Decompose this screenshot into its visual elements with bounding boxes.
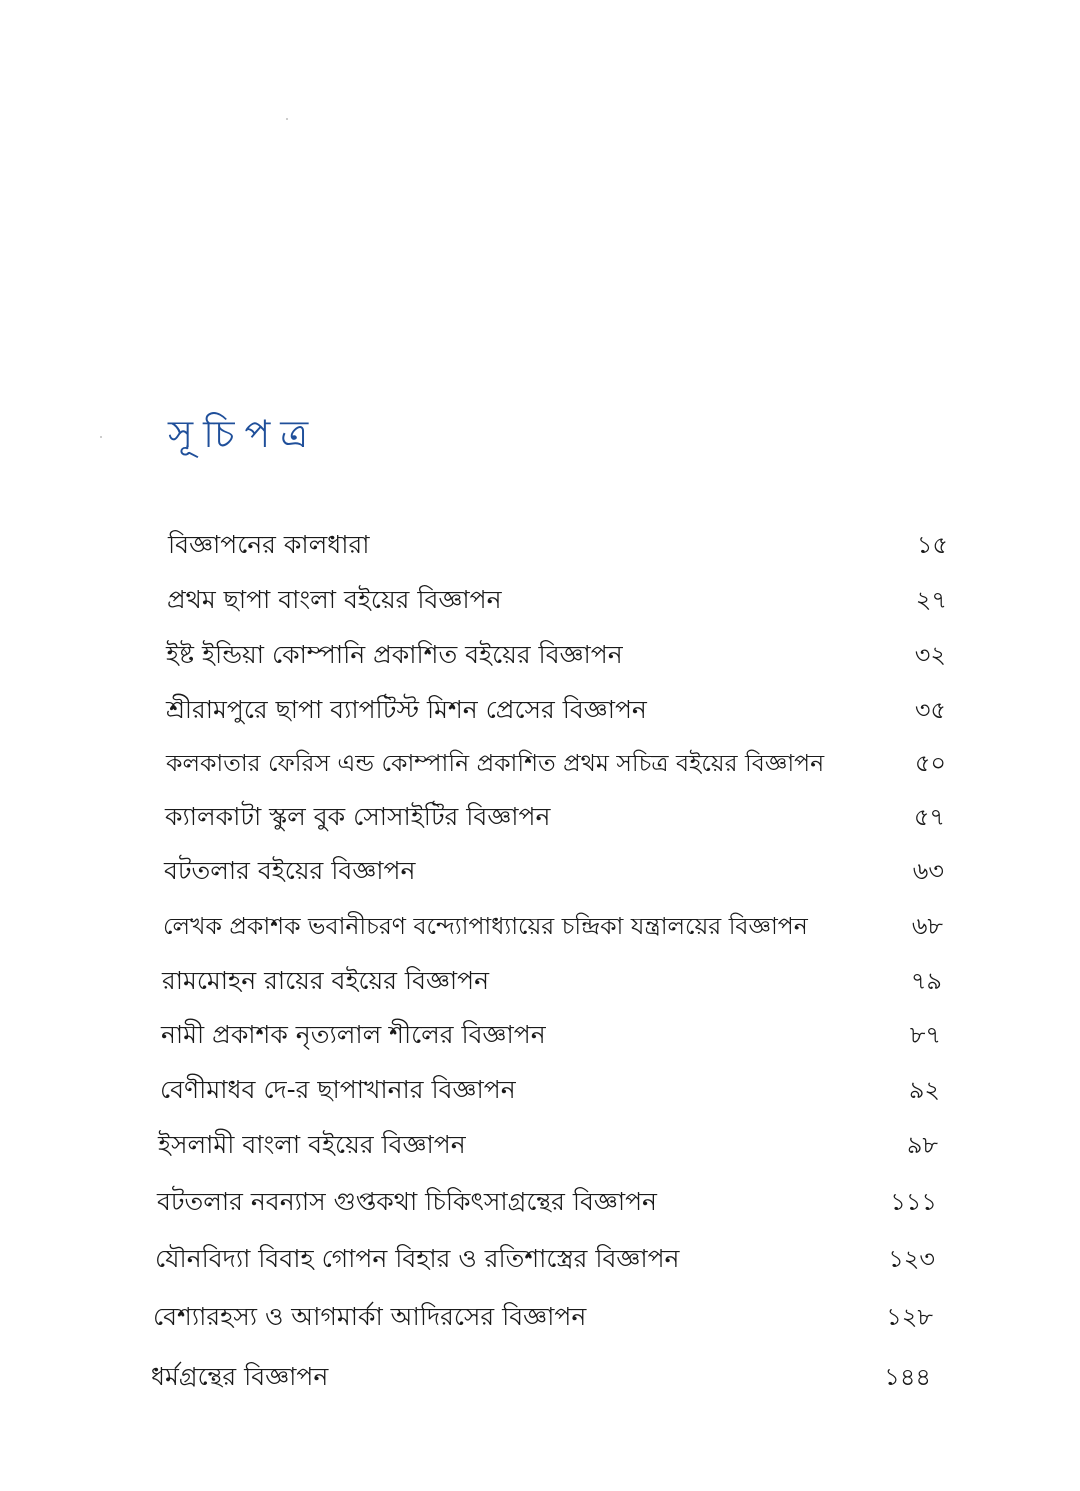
toc-row: [166, 635, 946, 675]
toc-entry-page: ১৫: [916, 531, 948, 559]
toc-row: [151, 1357, 931, 1397]
toc-entry-page: ১১১: [890, 1188, 937, 1216]
toc-entry-title: বেশ্যারহস্য ও আগমার্কা আদিরসের বিজ্ঞাপন: [153, 1302, 587, 1331]
toc-row: [164, 851, 944, 891]
toc-row: [167, 580, 947, 620]
page-title: সূচিপত্র: [168, 412, 319, 456]
toc-entry-page: ১২৩: [888, 1245, 935, 1273]
toc-entry-page: ৫৭: [913, 803, 945, 831]
toc-entry-page: ২৭: [915, 586, 947, 614]
toc-row: [165, 797, 945, 837]
toc-entry-title: নামী প্রকাশক নৃত্যলাল শীলের বিজ্ঞাপন: [161, 1020, 546, 1049]
toc-row: [158, 1125, 938, 1165]
toc-entry-page: ৬৩: [912, 857, 944, 885]
toc-row: [166, 743, 946, 783]
toc-row: [168, 525, 948, 565]
toc-row: [161, 1015, 941, 1055]
toc-entry-title: ধর্মগ্রন্থের বিজ্ঞাপন: [151, 1362, 329, 1391]
toc-row: [166, 690, 946, 730]
toc-entry-title: কলকাতার ফেরিস এন্ড কোম্পানি প্রকাশিত প্রথম সচিত্র বইয়ের বিজ্ঞাপন: [166, 749, 825, 777]
toc-entry-page: ১৪৪: [884, 1363, 931, 1391]
toc-entry-title: বটতলার নবন্যাস গুপ্তকথা চিকিৎসাগ্রন্থের বিজ্ঞাপন: [157, 1187, 657, 1216]
toc-entry-page: ৮৭: [909, 1021, 941, 1049]
toc-entry-title: ইসলামী বাংলা বইয়ের বিজ্ঞাপন: [158, 1130, 466, 1159]
toc-entry-page: ৩৫: [914, 696, 946, 724]
toc-entry-page: ৬৮: [911, 912, 943, 940]
toc-row: [155, 1239, 935, 1279]
toc-entry-page: ৩২: [914, 641, 946, 669]
toc-row: [153, 1297, 933, 1337]
toc-entry-page: ৯৮: [906, 1131, 938, 1159]
toc-entry-title: বেণীমাধব দে-র ছাপাখানার বিজ্ঞাপন: [160, 1075, 516, 1104]
toc-row: [162, 961, 942, 1001]
toc-entry-title: ইষ্ট ইন্ডিয়া কোম্পানি প্রকাশিত বইয়ের বিজ্ঞাপন: [166, 640, 623, 669]
toc-entry-page: ৫০: [914, 749, 946, 777]
toc-entry-title: বটতলার বইয়ের বিজ্ঞাপন: [164, 856, 416, 885]
toc-entry-page: ৯২: [908, 1076, 940, 1104]
toc-entry-title: লেখক প্রকাশক ভবানীচরণ বন্দ্যোপাধ্যায়ের চন্দ্রিকা যন্ত্রালয়ের বিজ্ঞাপন: [163, 912, 808, 940]
toc-entry-title: শ্রীরামপুরে ছাপা ব্যাপটিস্ট মিশন প্রেসের বিজ্ঞাপন: [166, 695, 647, 724]
toc-entry-title: ক্যালকাটা স্কুল বুক সোসাইটির বিজ্ঞাপন: [165, 802, 551, 831]
toc-row: [160, 1070, 940, 1110]
toc-entry-page: ১২৮: [886, 1303, 933, 1331]
toc-entry-title: বিজ্ঞাপনের কালধারা: [168, 530, 370, 559]
toc-row: [163, 906, 943, 946]
toc-row: [157, 1182, 937, 1222]
toc-entry-title: যৌনবিদ্যা বিবাহ গোপন বিহার ও রতিশাস্ত্রের বিজ্ঞাপন: [155, 1244, 680, 1273]
toc-entry-title: রামমোহন রায়ের বইয়ের বিজ্ঞাপন: [162, 966, 490, 995]
toc-entry-title: প্রথম ছাপা বাংলা বইয়ের বিজ্ঞাপন: [167, 585, 502, 614]
toc-entry-page: ৭৯: [910, 967, 942, 995]
